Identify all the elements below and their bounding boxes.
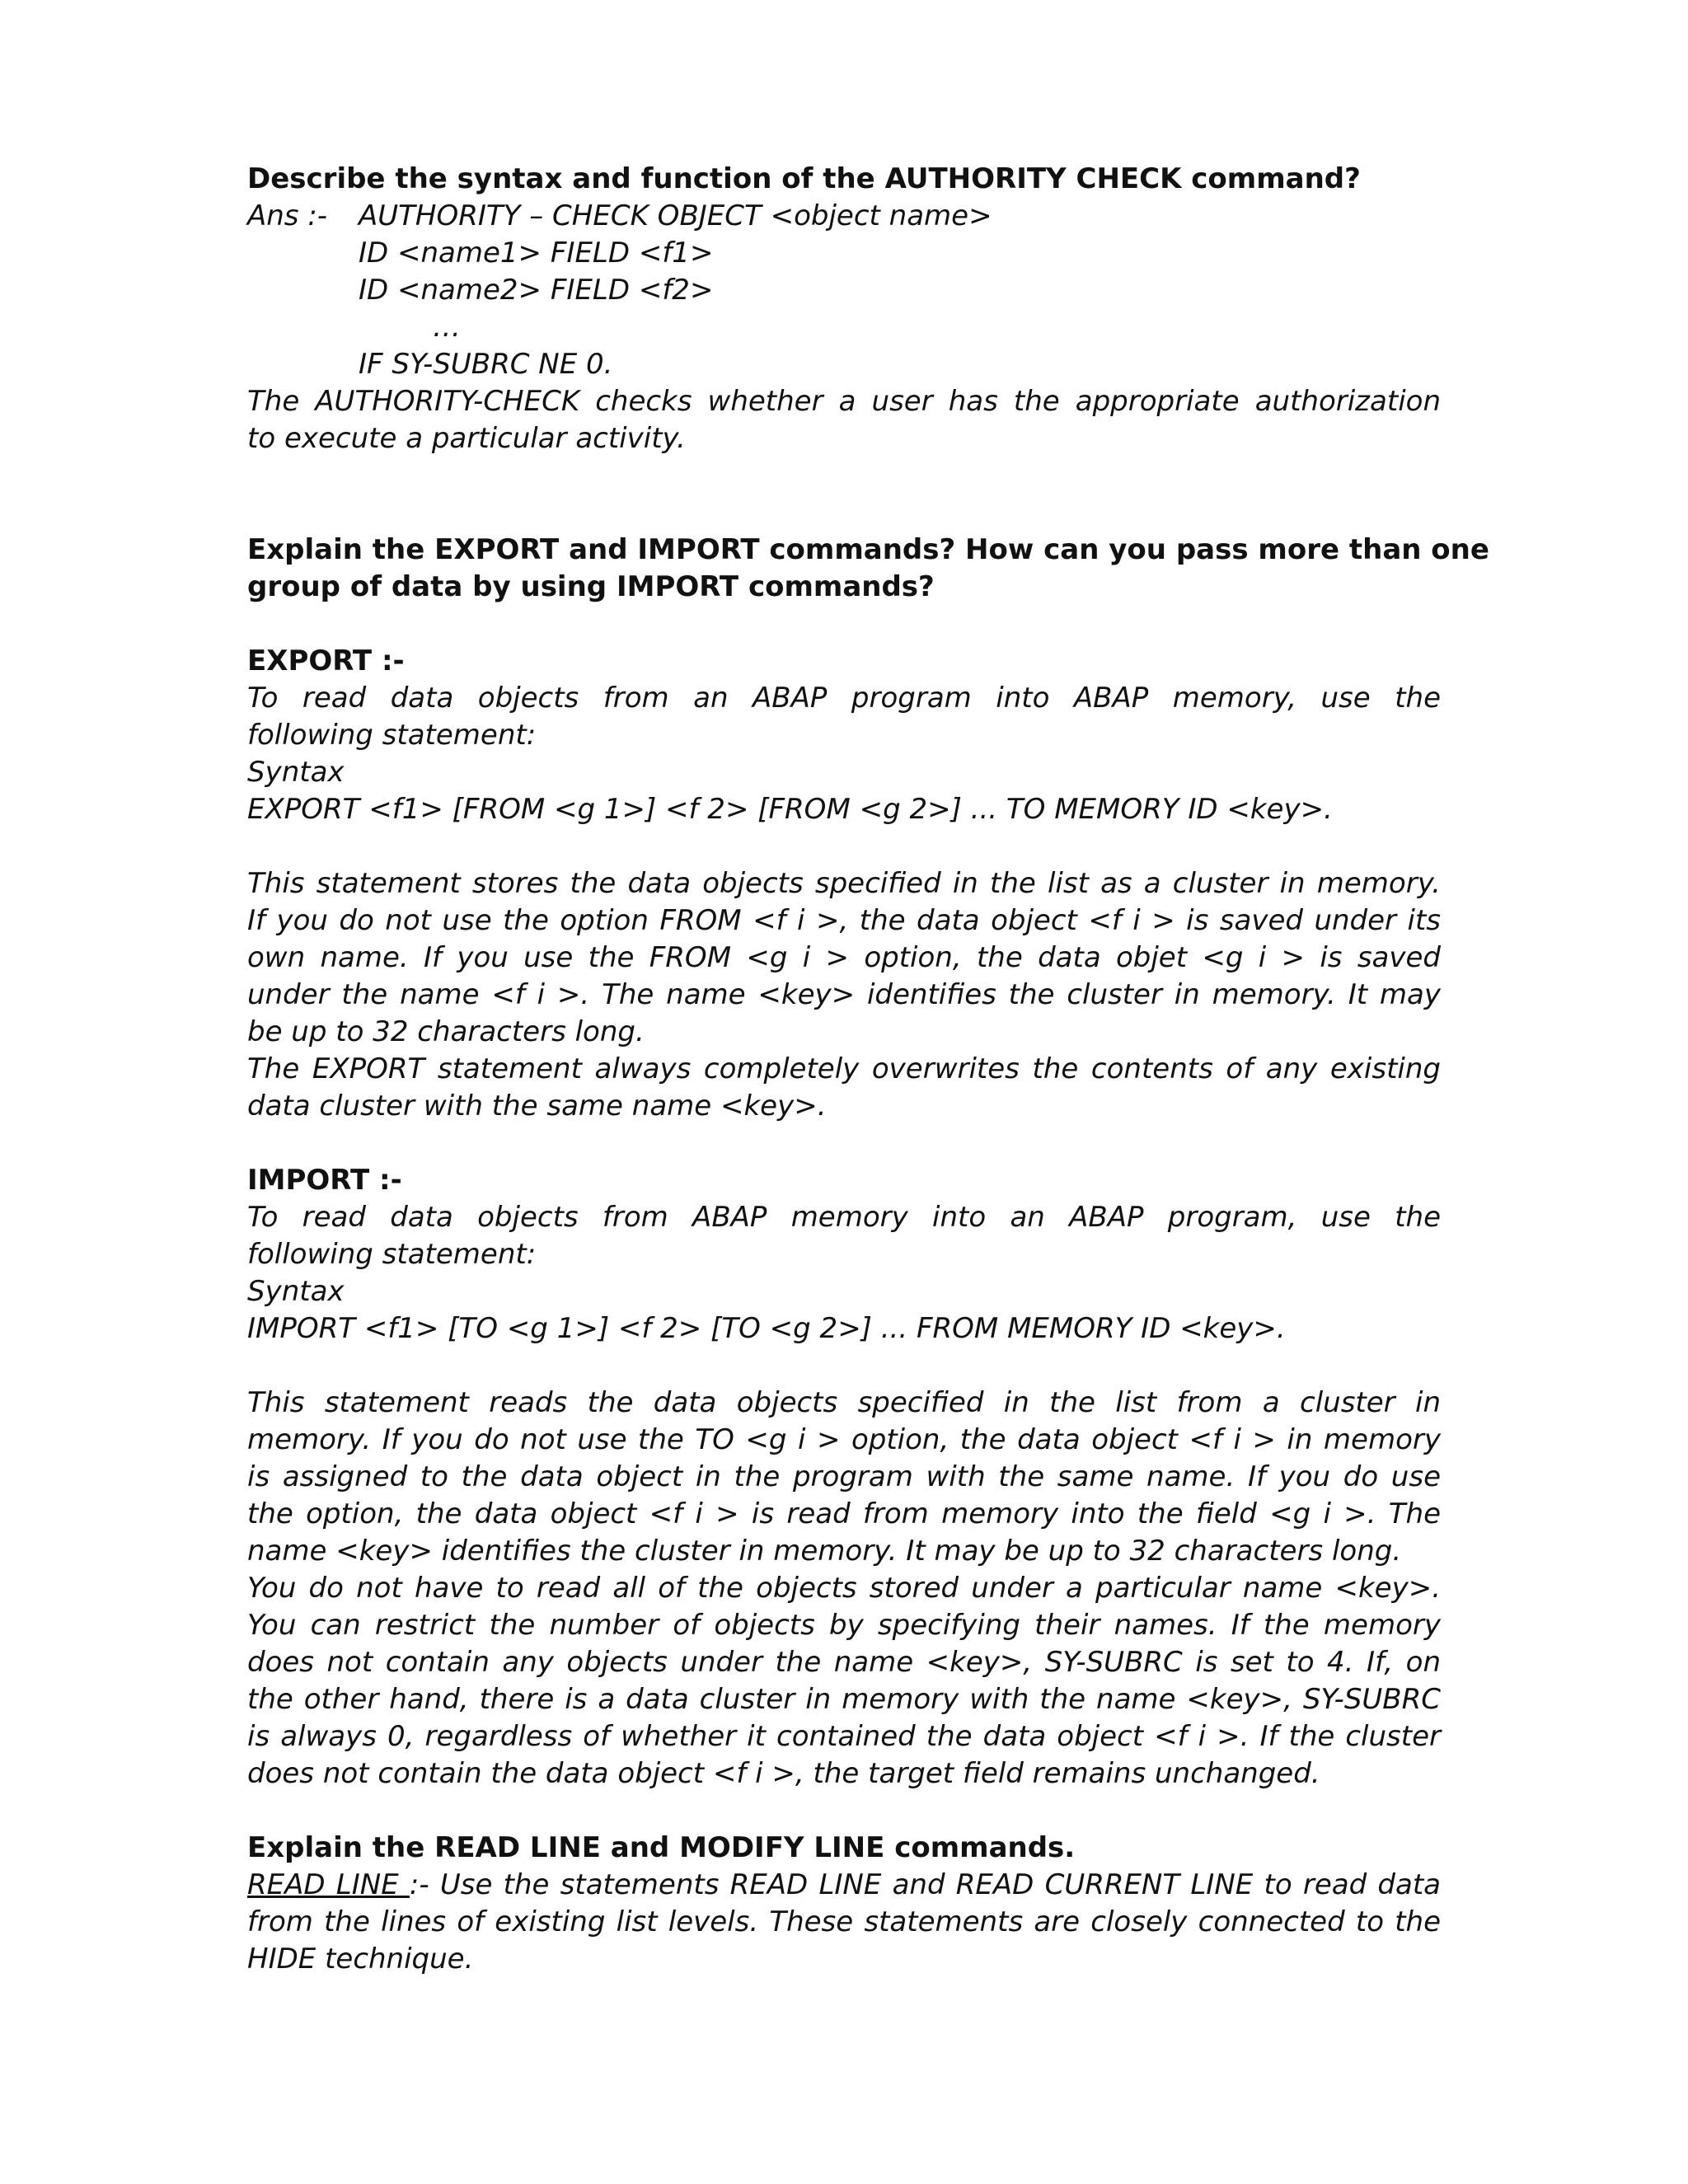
paragraph-line: following statement: [247, 719, 537, 752]
import-syntax: IMPORT <f1> [TO <g 1>] <f 2> [TO <g 2>] ... FROM MEMORY ID <key>. [247, 1312, 1286, 1345]
paragraph-line: is always 0, regardless of whether it contained the data object <f i >. If the cluster [247, 1720, 1441, 1753]
code-line: ID <name2> FIELD <f2> [359, 274, 714, 307]
paragraph-line: This statement reads the data objects specified in the list from a cluster in [247, 1386, 1441, 1419]
paragraph-line: following statement: [247, 1238, 537, 1271]
paragraph-line: HIDE technique. [247, 1943, 474, 1975]
paragraph-line: The AUTHORITY-CHECK checks whether a user has the appropriate authorization [247, 385, 1441, 418]
paragraph-line: does not contain the data object <f i >, the target field remains unchanged. [247, 1757, 1320, 1790]
paragraph-line: This statement stores the data objects specified in the list as a cluster in memory. [247, 867, 1441, 900]
paragraph-line: You do not have to read all of the objects stored under a particular name <key>. [247, 1572, 1441, 1605]
paragraph-line: the option, the data object <f i > is read from memory into the field <g i >. The [247, 1497, 1441, 1530]
question-export-import-heading: group of data by using IMPORT commands? [247, 570, 935, 603]
paragraph-line: You can restrict the number of objects by specifying their names. If the memory [247, 1609, 1441, 1642]
syntax-label: Syntax [247, 1275, 345, 1308]
question-authority-check-heading: Describe the syntax and function of the AUTHORITY CHECK command? [247, 162, 1361, 195]
syntax-label: Syntax [247, 756, 345, 789]
paragraph-line: does not contain any objects under the name <key>, SY-SUBRC is set to 4. If, on [247, 1646, 1441, 1679]
answer-label: Ans :- [247, 199, 328, 232]
code-line: AUTHORITY – CHECK OBJECT <object name> [359, 199, 992, 232]
paragraph-line: If you do not use the option FROM <f i >, the data object <f i > is saved under its [247, 904, 1441, 937]
code-line: IF SY-SUBRC NE 0. [359, 348, 613, 381]
paragraph-line [247, 1867, 1441, 1904]
paragraph-line: be up to 32 characters long. [247, 1015, 645, 1048]
code-line: ID <name1> FIELD <f1> [359, 237, 714, 269]
paragraph-line: To read data objects from ABAP memory into an ABAP program, use the [247, 1201, 1441, 1234]
answer-code-line [247, 198, 1441, 235]
paragraph-line: own name. If you use the FROM <g i > option, the data objet <g i > is saved [247, 941, 1441, 974]
paragraph-line: to execute a particular activity. [247, 422, 686, 455]
paragraph-line: under the name <f i >. The name <key> identifies the cluster in memory. It may [247, 978, 1441, 1011]
import-section-title: IMPORT :- [247, 1164, 402, 1197]
paragraph-line: the other hand, there is a data cluster in memory with the name <key>, SY-SUBRC [247, 1683, 1441, 1716]
read-line-text: :- Use the statements READ LINE and READ CURRENT LINE to read data [409, 1868, 1441, 1901]
question-export-import-heading: Explain the EXPORT and IMPORT commands? How can you pass more than one [247, 533, 1489, 566]
paragraph-line: memory. If you do not use the TO <g i > option, the data object <f i > in memory [247, 1423, 1441, 1456]
paragraph-line: name <key> identifies the cluster in memory. It may be up to 32 characters long. [247, 1535, 1402, 1568]
paragraph-line: To read data objects from an ABAP program into ABAP memory, use the [247, 682, 1441, 715]
paragraph-line: The EXPORT statement always completely overwrites the contents of any existing [247, 1052, 1441, 1085]
export-section-title: EXPORT :- [247, 644, 405, 677]
paragraph-line: is assigned to the data object in the program with the same name. If you do use [247, 1460, 1441, 1493]
question-read-modify-line-heading: Explain the READ LINE and MODIFY LINE commands. [247, 1831, 1076, 1864]
export-syntax: EXPORT <f1> [FROM <g 1>] <f 2> [FROM <g 2>] ... TO MEMORY ID <key>. [247, 793, 1333, 826]
read-line-label: READ LINE [247, 1868, 410, 1901]
code-line: … [433, 311, 461, 344]
document-page [247, 161, 1489, 1978]
paragraph-line: data cluster with the same name <key>. [247, 1090, 827, 1122]
paragraph-line: from the lines of existing list levels. These statements are closely connected to the [247, 1905, 1441, 1938]
